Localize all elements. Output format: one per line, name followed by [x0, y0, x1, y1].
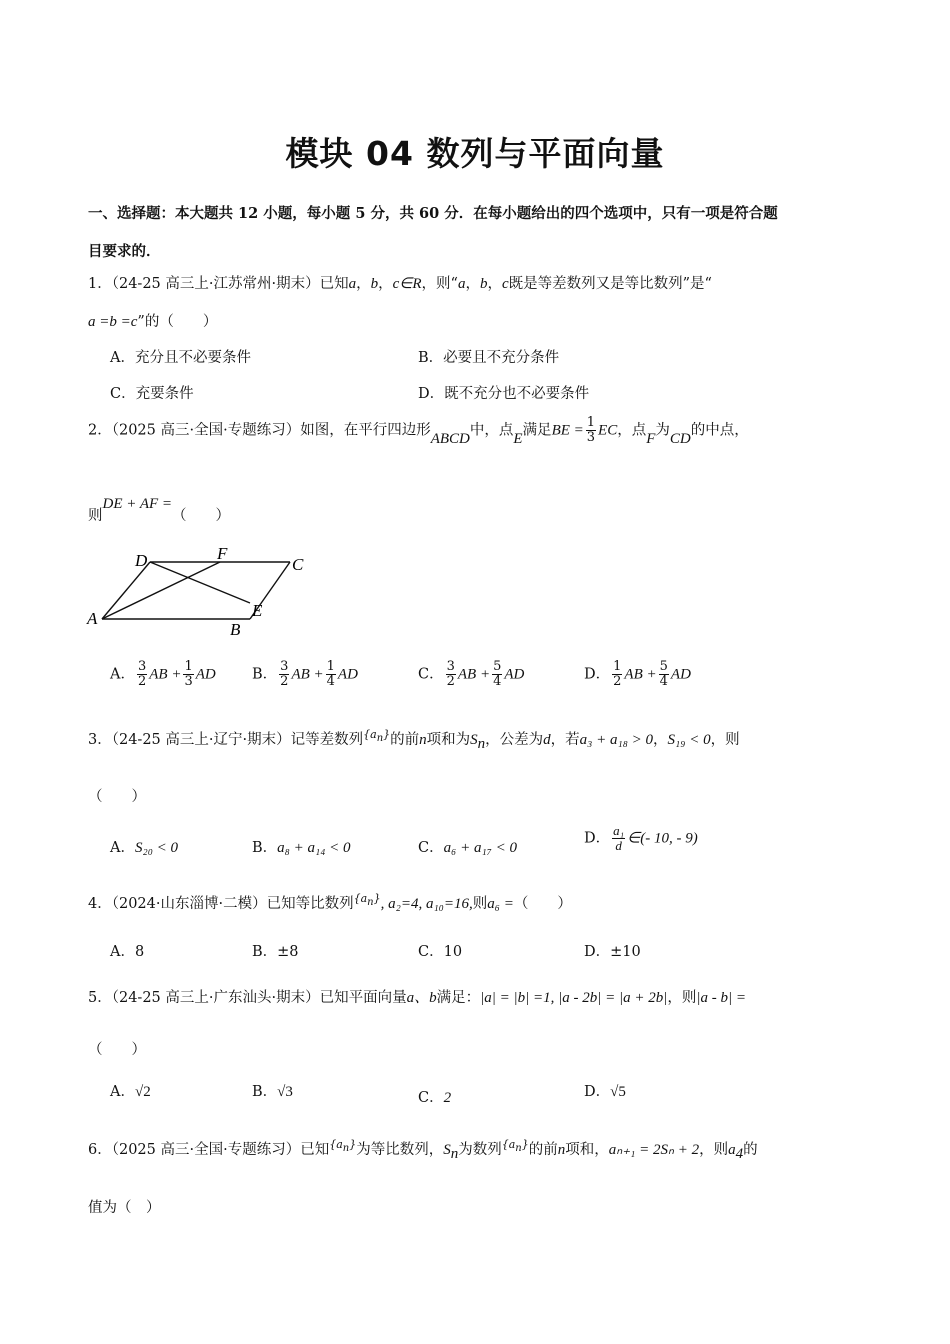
label-d: D [135, 551, 148, 570]
text: ”的（ ） [137, 314, 218, 330]
text: （24-25 高三上·广东汕头·期末）已知平面向量 [111, 990, 407, 1006]
frac-den: 4 [493, 674, 502, 689]
given-values: , a₂=4, a₁₀=16, [380, 896, 473, 912]
q5-option-a[interactable] [110, 1080, 151, 1101]
question-number: 6． [88, 1142, 112, 1158]
question-source: （24-25 高三上·江苏常州·期末）已知 [111, 276, 349, 292]
text: 中，点 [469, 422, 514, 439]
var-n: n [419, 732, 427, 748]
var-cd: CD [669, 430, 691, 447]
sequence-braces: {an} [329, 1138, 357, 1155]
option-label: B． [252, 666, 278, 683]
option-expr: a₈ + a₁₄ < 0 [277, 840, 351, 856]
question-5-paren: （ ） [88, 1042, 146, 1058]
sequence-braces: {an} [501, 1138, 529, 1155]
label-e: E [252, 601, 263, 620]
text: ，则“ [421, 276, 458, 292]
question-number: 2． [88, 422, 112, 439]
vector-ad: AD [504, 666, 525, 683]
option-expr: √2 [134, 1084, 151, 1100]
question-number: 3． [88, 732, 112, 748]
text: 则 [88, 508, 103, 524]
frac-den: 2 [613, 674, 622, 689]
option-label: A． [110, 840, 135, 856]
vector-ad: AD [195, 666, 216, 683]
var-c-in-r: c∈R [392, 276, 422, 292]
option-expr: ∈(- 10, - 9) [627, 830, 698, 847]
punct: ， [653, 732, 668, 748]
text: （24-25 高三上·辽宁·期末）记等差数列 [111, 732, 364, 748]
option-label: A． [110, 666, 135, 683]
q5-option-b[interactable] [252, 1080, 293, 1101]
frac-num: 1 [326, 659, 335, 674]
text: 则 [472, 896, 488, 912]
text: ，则 [699, 1142, 729, 1158]
var-a: a [508, 1138, 516, 1152]
frac-den: 2 [280, 674, 289, 689]
option-expr: √3 [277, 1084, 293, 1100]
frac-den: 2 [137, 674, 147, 689]
vector-ab: AB + [624, 666, 657, 683]
frac-num: a₁ [613, 823, 625, 838]
text: ，公差为 [485, 732, 544, 748]
vectors-ab: a、b [406, 990, 437, 1006]
q3-option-d[interactable] [584, 824, 698, 853]
var-abcd: ABCD [430, 430, 470, 447]
page-title: 模块 04 数列与平面向量 [285, 134, 665, 173]
question-number: 1． [88, 276, 112, 292]
text: （2025 高三·全国·专题练习）已知 [111, 1142, 330, 1158]
segment-af [102, 562, 220, 619]
option-label: D． [584, 666, 611, 683]
text: （2024·山东淄博·二模）已知等比数列 [111, 896, 354, 912]
condition-expr: a =b =c [88, 314, 138, 330]
option-expr: S₂₀ < 0 [134, 840, 179, 856]
text: 为数列 [458, 1142, 502, 1158]
option-label: A． [110, 1084, 135, 1100]
punct: ， [356, 276, 371, 292]
var-a: a [728, 1142, 736, 1158]
vector-ad: AD [337, 666, 358, 683]
option-expr: 2 [443, 1090, 452, 1106]
relation-expr: aₙ₊₁ = 2Sₙ + 2 [608, 1142, 700, 1158]
text: 项和为 [426, 732, 471, 748]
frac-num: 3 [280, 659, 289, 674]
q2-option-c[interactable] [418, 660, 524, 689]
label-b: B [230, 620, 241, 639]
segment-de [150, 562, 250, 603]
text: （2025 高三·全国·专题练习）如图，在平行四边形 [111, 422, 431, 439]
option-expr: a₆ + a₁₇ < 0 [443, 840, 517, 856]
question-4-line-1 [88, 892, 572, 913]
var-b: b [479, 276, 488, 292]
option-label: B． [252, 840, 278, 856]
frac-num: 3 [446, 659, 455, 674]
text: 既是等差数列又是等比数列”是“ [508, 276, 712, 292]
q4-option-c[interactable]: C．10 [418, 944, 463, 960]
text: 项和， [565, 1142, 609, 1158]
q4-option-d[interactable]: D．±10 [584, 944, 641, 960]
text: 的前 [528, 1142, 558, 1158]
q2-option-a[interactable] [110, 660, 216, 689]
label-f: F [217, 544, 228, 563]
condition-1: a₃ + a₁₈ > 0 [579, 732, 654, 748]
text: ，点 [617, 422, 647, 439]
vector-ad: AD [670, 666, 691, 683]
vector-ab: AB + [291, 666, 324, 683]
q5-option-d[interactable] [584, 1080, 626, 1101]
var-a: a [370, 728, 377, 742]
text: ，则 [710, 732, 740, 748]
q1-option-c[interactable]: C．充要条件 [110, 386, 194, 402]
expr-de-af: DE + AF = [102, 496, 173, 512]
frac-num: 1 [184, 659, 193, 674]
option-label: C． [418, 666, 444, 683]
section-heading: 一、选择题：本大题共 12 小题，每小题 5 分，共 60 分．在每小题给出的四个选项中，只有一项是符合题 [88, 205, 778, 222]
condition-2: S₁₉ < 0 [667, 732, 711, 748]
option-label: D． [584, 1084, 611, 1100]
edge-da [102, 562, 150, 619]
q3-option-b[interactable] [252, 836, 351, 857]
q1-option-d[interactable]: D．既不充分也不必要条件 [418, 386, 590, 402]
var-c: c [501, 276, 509, 292]
var-a: a [348, 276, 357, 292]
var-d: d [543, 732, 551, 748]
text: 的 [743, 1142, 758, 1158]
frac-den: 4 [659, 674, 668, 689]
question-2-line-1 [88, 416, 749, 445]
sub-n: n [367, 897, 374, 909]
q2-option-d[interactable] [584, 660, 691, 689]
question-3-paren: （ ） [88, 789, 146, 805]
vector-ab: AB + [457, 666, 491, 683]
frac-num: 5 [659, 659, 668, 674]
q5-option-c[interactable] [418, 1086, 451, 1107]
text: 为 [655, 422, 670, 439]
sub-n: n [515, 1143, 522, 1155]
q3-option-a[interactable] [110, 836, 178, 857]
var-f: F [646, 430, 656, 447]
text: （ ） [172, 508, 231, 524]
q4-option-b[interactable]: B．±8 [252, 944, 299, 960]
frac-den: d [615, 838, 622, 853]
vector-ab: AB + [149, 666, 182, 683]
question-1-line-2 [88, 310, 217, 331]
var-b: b [370, 276, 379, 292]
sub-n: n [342, 1143, 350, 1155]
option-label: C． [418, 1090, 444, 1106]
frac-num: 3 [137, 659, 147, 674]
question-5-line-1 [88, 986, 746, 1007]
q2-option-b[interactable] [252, 660, 358, 689]
label-a: A [87, 609, 98, 628]
option-expr: √5 [610, 1084, 626, 1100]
text: 满足 [522, 422, 552, 439]
text: （ ） [513, 896, 572, 912]
sequence-braces: {an} [363, 728, 391, 745]
question-6-line-1 [88, 1138, 758, 1163]
label-c: C [292, 555, 304, 574]
condition-expr: |a| = |b| =1, |a - 2b| = |a + 2b| [480, 990, 668, 1006]
option-label: B． [252, 1084, 278, 1100]
frac-den: 3 [586, 430, 596, 445]
q3-option-c[interactable] [418, 836, 517, 857]
frac-num: 1 [586, 415, 596, 430]
var-s: S [470, 732, 478, 748]
q1-option-b[interactable]: B．必要且不充分条件 [418, 350, 560, 366]
q4-option-a[interactable]: A．8 [110, 944, 145, 960]
parallelogram-figure [80, 540, 340, 640]
punct: ， [487, 276, 502, 292]
text: 的前 [390, 732, 420, 748]
var-n: n [557, 1142, 566, 1158]
frac-den: 2 [446, 674, 455, 689]
question-number: 5． [88, 990, 112, 1006]
text: 的中点， [690, 422, 749, 439]
option-label: C． [418, 840, 444, 856]
var-a: a [336, 1138, 343, 1152]
option-label: D． [584, 830, 611, 847]
expr-a6: a₆ = [487, 896, 514, 912]
question-3-line-1 [88, 728, 740, 753]
text: ，则 [667, 990, 697, 1006]
punct: ， [465, 276, 480, 292]
frac-den: 4 [326, 674, 335, 689]
frac-num: 1 [613, 659, 622, 674]
question-2-line-2 [88, 492, 231, 524]
ask-expr: |a - b| = [696, 990, 746, 1006]
section-heading-cont: 目要求的． [88, 243, 161, 260]
expr-ec: EC [598, 422, 618, 439]
var-a: a [457, 276, 466, 292]
var-e: E [513, 430, 523, 447]
sub-n: n [376, 733, 384, 745]
frac-num: 5 [493, 659, 502, 674]
question-1-line-1 [88, 272, 712, 293]
sub-n: n [477, 735, 486, 752]
sub-4: 4 [735, 1145, 744, 1162]
text: 满足： [436, 990, 481, 1006]
question-number: 4． [88, 896, 112, 912]
text: ，若 [550, 732, 580, 748]
frac-den: 3 [184, 674, 193, 689]
punct: ， [378, 276, 393, 292]
var-a: a [360, 892, 368, 906]
sub-n: n [450, 1145, 459, 1162]
q1-option-a[interactable]: A．充分且不必要条件 [110, 350, 251, 366]
var-s: S [443, 1142, 451, 1158]
sequence-braces: {an} [353, 892, 381, 909]
question-6-line-2: 值为（ ） [88, 1200, 161, 1216]
expr-be: BE = [551, 422, 584, 439]
text: 为等比数列， [356, 1142, 444, 1158]
